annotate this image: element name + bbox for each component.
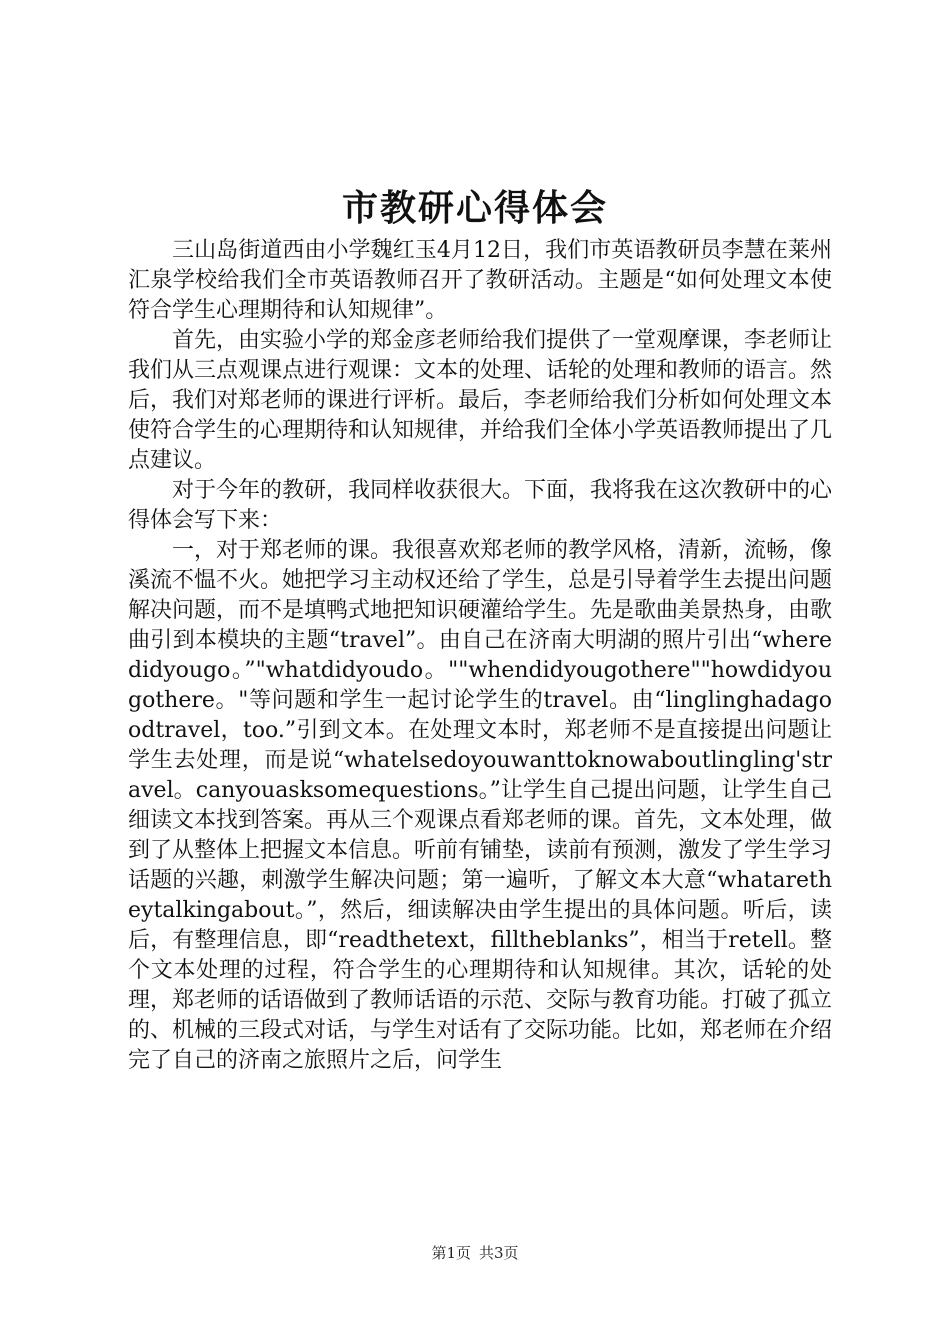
paragraph: 对于今年的教研，我同样收获很大。下面，我将我在这次教研中的心得体会写下来：: [128, 478, 833, 533]
paragraph: 三山岛街道西由小学魏红玉4月12日，我们市英语教研员李慧在莱州汇泉学校给我们全市英语教师召开了教研活动。主题是“如何处理文本使符合学生心理期待和认知规律”。: [128, 238, 832, 323]
page-footer: [0, 1243, 950, 1263]
document-body: [128, 236, 832, 1076]
document-title: 市教研心得体会: [341, 187, 608, 229]
paragraph: 首先，由实验小学的郑金彦老师给我们提供了一堂观摩课，李老师让我们从三点观课点进行观课：文本的处理、话轮的处理和教师的语言。然后，我们对郑老师的课进行评析。最后，李老师给我们分析如何处理文本使符合学生的心理期待和认知规律，并给我们全体小学英语教师提出了几点建议。: [128, 328, 833, 473]
page-total: 共3页: [479, 1244, 519, 1262]
paragraph: 一，对于郑老师的课。我很喜欢郑老师的教学风格，清新，流畅，像溪流不愠不火。她把学习主动权还给了学生，总是引导着学生去提出问题解决问题，而不是填鸭式地把知识硬灌给学生。先是歌曲美景热身，由歌曲引到本模块的主题“travel”。由自己在济南大明湖的照片引出“wheredidyougo。”"whatdidyoudo。""whendidyougothere""howdidyougothere。"等问题和学生一起讨论学生的travel。由“linglinghadagoodtravel，too.”引到文本。在处理文本时，郑老师不是直接提出问题让学生去处理，而是说“whatelsedoyouwanttoknowaboutlingling'stravel。canyouasksomequestions。”让学生自己提出问题，让学生自己细读文本找到答案。再从三个观课点看郑老师的课。首先，文本处理，做到了从整体上把握文本信息。听前有铺垫，读前有预测，激发了学生学习话题的兴趣，刺激学生解决问题；第一遍听，了解文本大意“whataretheytalkingabout。”，然后，细读解决由学生提出的具体问题。听后，读后，有整理信息，即“readthetext，filltheblanks”，相当于retell。整个文本处理的过程，符合学生的心理期待和认知规律。其次，话轮的处理，郑老师的话语做到了教师话语的示范、交际与教育功能。打破了孤立的、机械的三段式对话，与学生对话有了交际功能。比如，郑老师在介绍完了自己的济南之旅照片之后，问学生: [128, 538, 833, 1073]
page-number: 第1页: [431, 1244, 471, 1262]
